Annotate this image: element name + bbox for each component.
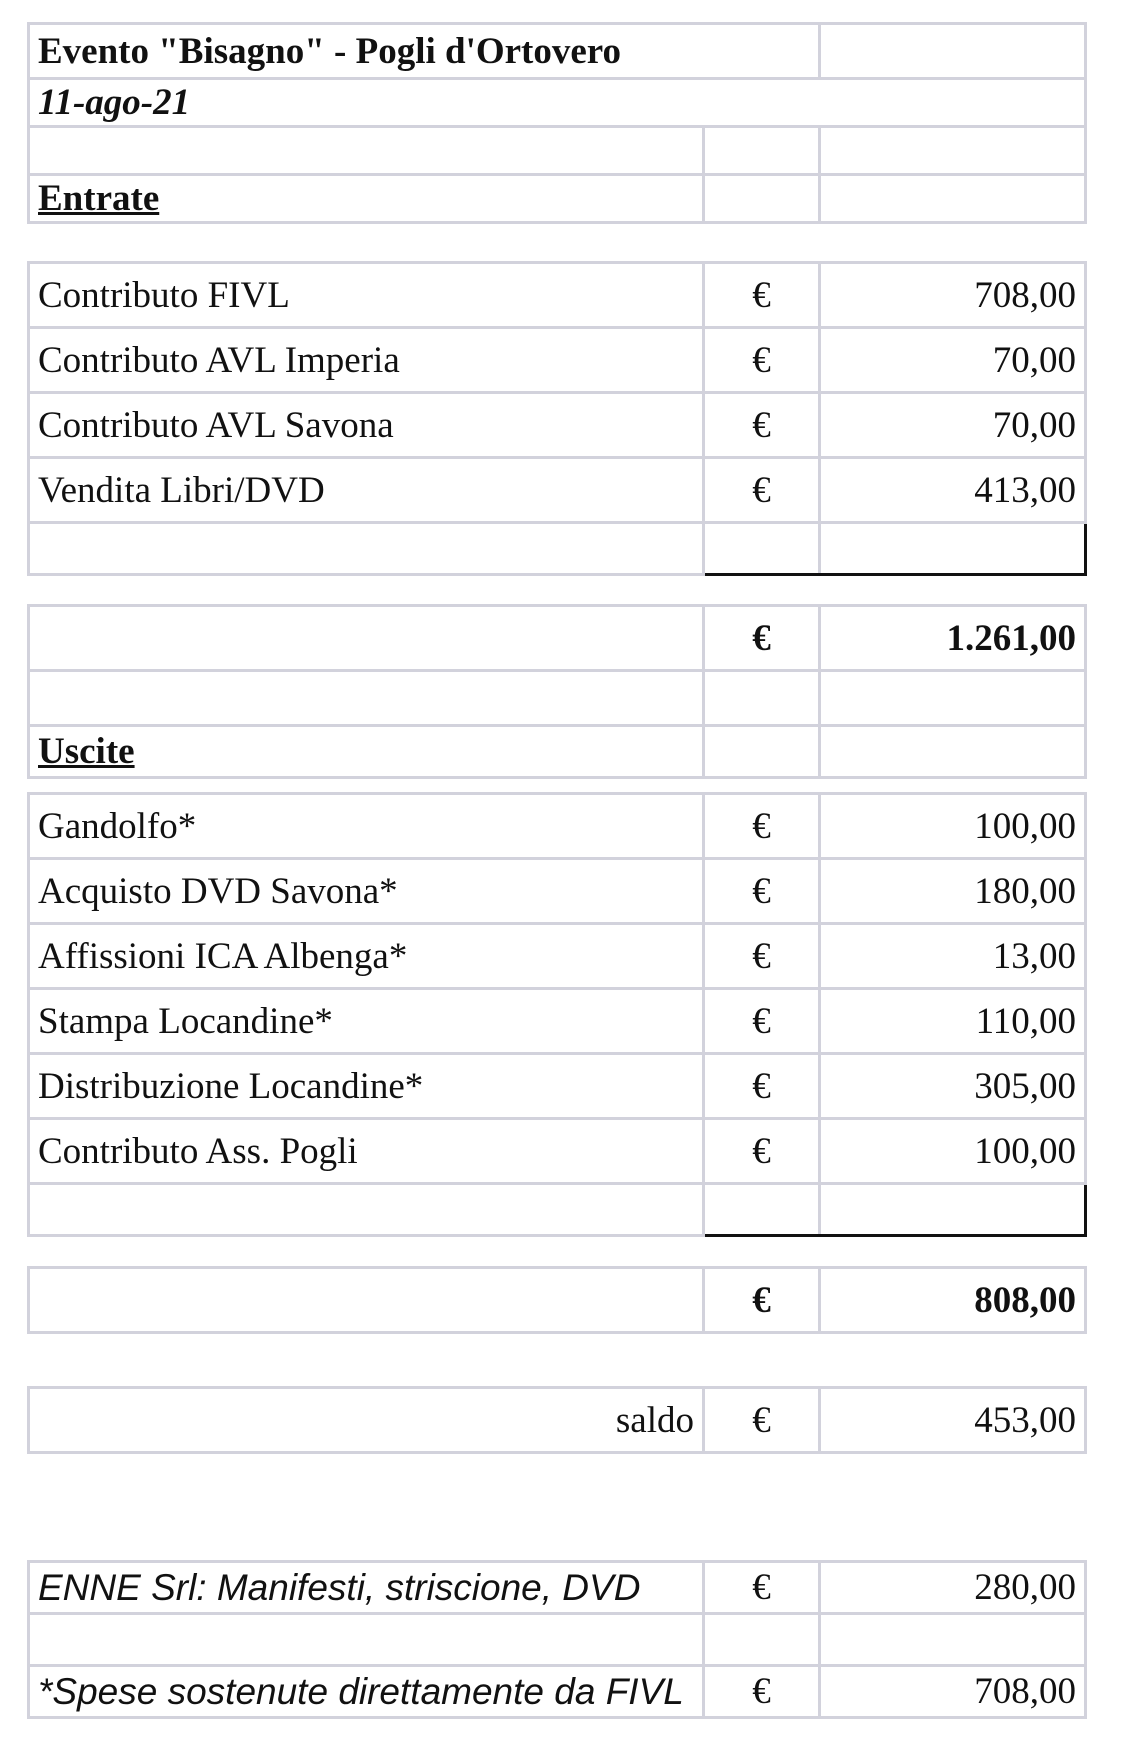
uscite-total-table [27,1266,1087,1334]
uscite-table [27,792,1087,1237]
saldo-table [27,1386,1087,1454]
empty-cell [704,175,820,223]
row-amount: 180,00 [820,859,1086,924]
table-row [29,458,1086,523]
section-uscite: Uscite [29,726,704,778]
empty-cell [704,726,820,778]
currency-symbol: € [704,989,820,1054]
row-label: Vendita Libri/DVD [29,458,704,523]
row-amount: 100,00 [820,794,1086,859]
currency-symbol: € [704,1562,820,1614]
saldo-label: saldo [29,1388,704,1453]
currency-symbol: € [704,328,820,393]
table-row [29,794,1086,859]
row-amount: 708,00 [820,263,1086,328]
row-label: Gandolfo* [29,794,704,859]
empty-cell [29,127,704,175]
empty-cell [29,1268,704,1333]
entrate-total-table [27,604,1087,779]
row-label: Affissioni ICA Albenga* [29,924,704,989]
row-amount: 305,00 [820,1054,1086,1119]
row-label: Stampa Locandine* [29,989,704,1054]
row-amount: 13,00 [820,924,1086,989]
header-table [27,22,1087,224]
empty-cell [820,24,1086,79]
empty-cell [820,175,1086,223]
sum-line-cell [820,1184,1086,1236]
event-date: 11-ago-21 [29,79,1086,127]
entrate-total: 1.261,00 [820,606,1086,671]
empty-cell [704,127,820,175]
currency-symbol: € [704,606,820,671]
table-row [29,989,1086,1054]
uscite-total: 808,00 [820,1268,1086,1333]
page-title: Evento "Bisagno" - Pogli d'Ortovero [38,30,622,72]
empty-cell [704,671,820,726]
currency-symbol: € [704,1054,820,1119]
notes-table [27,1560,1087,1719]
currency-symbol: € [704,924,820,989]
sum-line-cell [820,523,1086,575]
section-entrate: Entrate [29,175,704,223]
currency-symbol: € [704,263,820,328]
empty-cell [29,671,704,726]
empty-cell [29,606,704,671]
table-row [29,328,1086,393]
row-amount: 70,00 [820,328,1086,393]
table-row [29,1054,1086,1119]
currency-symbol: € [704,859,820,924]
enne-note-label: ENNE Srl: Manifesti, striscione, DVD [29,1562,704,1614]
row-amount: 413,00 [820,458,1086,523]
row-amount: 110,00 [820,989,1086,1054]
empty-cell [820,726,1086,778]
row-amount: 100,00 [820,1119,1086,1184]
empty-cell [29,1184,704,1236]
sum-line-cell [704,523,820,575]
empty-cell [820,671,1086,726]
empty-cell [820,1614,1086,1666]
currency-symbol: € [704,1666,820,1718]
fivl-note-label: *Spese sostenute direttamente da FIVL [29,1666,704,1718]
fivl-note-amount: 708,00 [820,1666,1086,1718]
sum-line-cell [704,1184,820,1236]
row-label: Contributo FIVL [29,263,704,328]
currency-symbol: € [704,794,820,859]
row-label: Contributo Ass. Pogli [29,1119,704,1184]
row-label: Distribuzione Locandine* [29,1054,704,1119]
table-row [29,859,1086,924]
row-label: Contributo AVL Imperia [29,328,704,393]
currency-symbol: € [704,1388,820,1453]
currency-symbol: € [704,393,820,458]
empty-cell [29,1614,704,1666]
title-cell [29,24,704,79]
saldo-amount: 453,00 [820,1388,1086,1453]
row-label: Acquisto DVD Savona* [29,859,704,924]
currency-symbol: € [704,458,820,523]
entrate-table [27,261,1087,576]
row-amount: 70,00 [820,393,1086,458]
empty-cell [704,1614,820,1666]
table-row [29,924,1086,989]
empty-cell [820,127,1086,175]
empty-cell [29,523,704,575]
empty-cell [704,24,820,79]
table-row [29,1119,1086,1184]
currency-symbol: € [704,1268,820,1333]
table-row [29,263,1086,328]
table-row [29,393,1086,458]
row-label: Contributo AVL Savona [29,393,704,458]
currency-symbol: € [704,1119,820,1184]
enne-note-amount: 280,00 [820,1562,1086,1614]
